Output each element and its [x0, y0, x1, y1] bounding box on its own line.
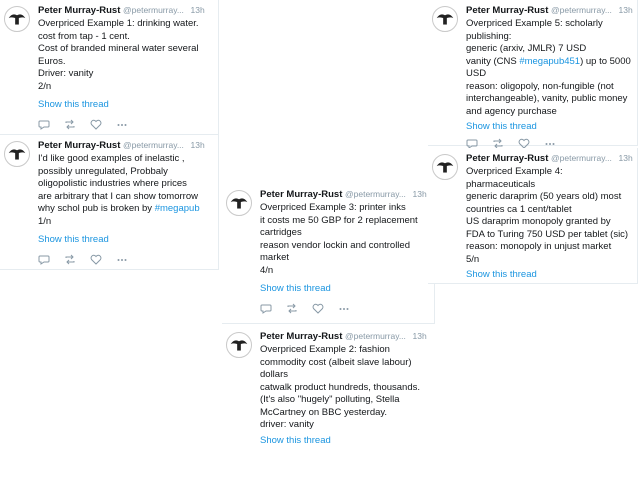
tweet-line: Driver: vanity — [38, 68, 94, 79]
tweet-card-example-4[interactable] — [428, 148, 638, 284]
timestamp[interactable]: 13h — [618, 5, 633, 15]
avatar[interactable] — [226, 190, 252, 216]
tweet-line: US daraprim monopoly granted by — [466, 216, 611, 227]
tweet-actions — [260, 303, 430, 314]
show-thread-link[interactable]: Show this thread — [260, 434, 331, 446]
tweet-text — [466, 18, 633, 118]
tweet-line: oligopolistic industries where prices — [38, 178, 187, 189]
tweet-line: publishing: — [466, 30, 512, 42]
avatar[interactable] — [432, 154, 458, 180]
tweet-line: driver: vanity — [260, 419, 314, 430]
tweet-line: reason vendor lockin and controlled — [260, 239, 410, 251]
tweet-line: reason: monopoly in unjust market — [466, 241, 612, 252]
avatar-icon — [5, 142, 29, 166]
tweet-line: dollars — [260, 369, 288, 380]
hashtag-link[interactable]: #megapub451 — [519, 55, 581, 67]
tweet-header — [260, 188, 430, 201]
author-name[interactable]: Peter Murray-Rust — [38, 140, 121, 151]
retweet-icon[interactable] — [286, 303, 298, 314]
more-icon[interactable] — [116, 254, 128, 265]
tweet-line: Overpriced Example 1: drinking water. — [38, 18, 199, 29]
avatar[interactable] — [432, 6, 458, 32]
tweet-card-example-5[interactable] — [428, 0, 638, 146]
avatar-icon — [227, 333, 251, 357]
tweet-actions — [38, 119, 214, 130]
timestamp[interactable]: 13h — [618, 153, 633, 163]
tweet-line: Overpriced Example 2: fashion — [260, 344, 390, 355]
tweet-line: Euros. — [38, 55, 66, 67]
author-handle[interactable]: @petermurray... — [123, 5, 184, 15]
tweet-text — [260, 344, 431, 432]
tweet-line: possibly unregulated, Probbaly — [38, 165, 168, 177]
tweet-line: countries ca 1 cent/tablet — [466, 203, 572, 215]
tweet-line: interchangeable), vanity, public money — [466, 93, 628, 104]
author-name[interactable]: Peter Murray-Rust — [260, 331, 343, 342]
tweet-line: cartridges — [260, 227, 302, 238]
tweet-text — [260, 202, 430, 277]
timestamp[interactable]: 13h — [190, 140, 205, 150]
tweet-line: (It's also "hugely" polluting, Stella — [260, 394, 400, 405]
tweet-line: reason: oligopoly, non-fungible (not — [466, 80, 614, 92]
timestamp[interactable]: 13h — [412, 189, 427, 199]
tweet-text-segment: why schol pub is broken by — [38, 203, 155, 214]
tweet-header — [466, 152, 633, 165]
retweet-icon[interactable] — [64, 119, 76, 130]
tweet-line: Overpriced Example 4: — [466, 166, 563, 177]
tweet-text — [38, 18, 214, 93]
tweet-header — [38, 4, 214, 17]
more-icon[interactable] — [338, 303, 350, 314]
timestamp[interactable]: 13h — [190, 5, 205, 15]
tweet-card-example-1[interactable] — [0, 0, 219, 135]
timestamp[interactable]: 13h — [412, 331, 427, 341]
tweet-line: and agency purchase — [466, 105, 557, 117]
tweet-line: Overpriced Example 3: printer inks — [260, 202, 406, 213]
reply-icon[interactable] — [38, 254, 50, 265]
tweet-line: Cost of branded mineral water several — [38, 43, 199, 54]
avatar-icon — [433, 155, 457, 179]
like-icon[interactable] — [312, 303, 324, 314]
reply-icon[interactable] — [260, 303, 272, 314]
tweet-line: USD — [466, 68, 487, 79]
tweet-text — [38, 153, 214, 228]
author-handle[interactable]: @petermurray... — [123, 140, 184, 150]
tweet-line: 5/n — [466, 253, 480, 265]
show-thread-link[interactable]: Show this thread — [260, 283, 331, 294]
tweet-line: market — [260, 252, 290, 263]
tweet-line: catwalk product hundreds, thousands. — [260, 381, 421, 393]
author-name[interactable]: Peter Murray-Rust — [38, 5, 121, 16]
tweet-line: FDA to Turing 750 USD per tablet (sic) — [466, 228, 629, 240]
tweet-line: are arbitrary that I can show tomorrow — [38, 190, 198, 202]
tweet-line: it costs me 50 GBP for 2 replacement — [260, 214, 418, 226]
author-name[interactable]: Peter Murray-Rust — [466, 5, 549, 16]
show-thread-link[interactable]: Show this thread — [466, 121, 537, 132]
author-handle[interactable]: @petermurray... — [345, 189, 406, 199]
tweet-header — [466, 4, 633, 17]
tweet-text-segment: vanity (CNS — [466, 55, 520, 67]
tweet-line: generic (arxiv, JMLR) 7 USD — [466, 43, 587, 54]
tweet-line: pharmaceuticals — [466, 178, 536, 190]
tweet-line: I'd like good examples of inelastic , — [38, 153, 185, 164]
tweet-line: Overpriced Example 5: scholarly — [466, 18, 603, 29]
like-icon[interactable] — [90, 119, 102, 130]
tweet-text-segment: ) up to 5000 — [580, 55, 631, 67]
tweet-text — [466, 166, 633, 266]
like-icon[interactable] — [90, 254, 102, 265]
author-name[interactable]: Peter Murray-Rust — [260, 189, 343, 200]
tweet-header — [260, 330, 431, 343]
avatar-icon — [5, 7, 29, 31]
tweet-line: generic daraprim (50 years old) most — [466, 191, 622, 202]
avatar[interactable] — [4, 6, 30, 32]
show-thread-link[interactable]: Show this thread — [466, 269, 537, 280]
author-name[interactable]: Peter Murray-Rust — [466, 153, 549, 164]
reply-icon[interactable] — [38, 119, 50, 130]
show-thread-link[interactable]: Show this thread — [38, 99, 109, 110]
author-handle[interactable]: @petermurray... — [551, 5, 612, 15]
avatar-icon — [227, 191, 251, 215]
tweet-line: commodity cost (albeit slave labour) — [260, 356, 412, 368]
tweet-line: 4/n — [260, 264, 274, 276]
avatar[interactable] — [4, 141, 30, 167]
tweet-card-intro[interactable] — [0, 135, 219, 270]
author-handle[interactable]: @petermurray... — [551, 153, 612, 163]
tweet-line — [466, 56, 633, 69]
tweet-card-example-3[interactable] — [222, 184, 435, 324]
tweet-header — [38, 139, 214, 152]
tweet-card-example-2[interactable] — [222, 326, 435, 466]
show-thread-link[interactable]: Show this thread — [38, 234, 109, 245]
tweet-line: McCartney on BBC yesterday. — [260, 406, 388, 418]
tweet-line: cost from tap - 1 cent. — [38, 30, 130, 42]
author-handle[interactable]: @petermurray... — [345, 331, 406, 341]
retweet-icon[interactable] — [64, 254, 76, 265]
avatar[interactable] — [226, 332, 252, 358]
more-icon[interactable] — [116, 119, 128, 130]
tweet-actions — [38, 254, 214, 265]
avatar-icon — [433, 7, 457, 31]
hashtag-link[interactable]: #megapub — [154, 203, 200, 214]
tweet-line — [38, 203, 214, 216]
tweet-line: 1/n — [38, 215, 52, 227]
tweet-line: 2/n — [38, 80, 52, 92]
